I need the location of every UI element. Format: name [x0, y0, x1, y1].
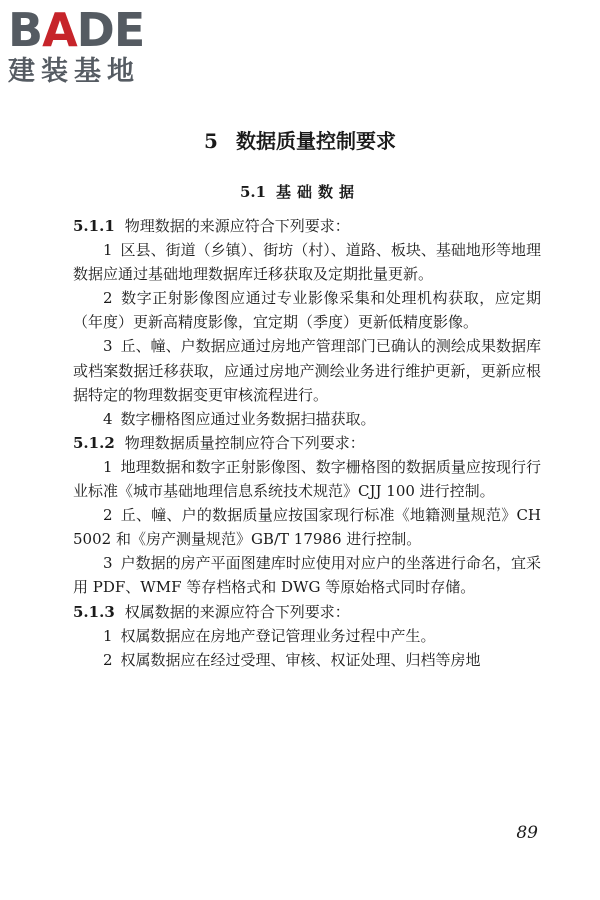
clause-number: 5.1.3 — [73, 602, 115, 621]
item-number: 3 — [103, 554, 113, 573]
list-item — [73, 238, 541, 286]
clause-5-1-2 — [73, 431, 541, 455]
chapter-title — [0, 128, 600, 154]
list-item — [73, 624, 541, 648]
logo-brand-accent: A — [42, 3, 77, 57]
item-number: 2 — [103, 289, 113, 308]
section-number: 5.1 — [239, 183, 267, 201]
clause-text: 权属数据的来源应符合下列要求： — [124, 602, 350, 621]
item-text: 权属数据应在经过受理、审核、权证处理、归档等房地 — [120, 650, 481, 669]
item-number: 2 — [103, 650, 113, 669]
logo-brand — [8, 3, 183, 57]
item-number: 4 — [103, 409, 113, 428]
chapter-title-text: 数据质量控制要求 — [235, 129, 396, 153]
clause-5-1-1 — [73, 214, 541, 238]
logo-brand-prefix: B — [8, 3, 43, 57]
list-item — [73, 648, 541, 672]
list-item — [73, 551, 541, 599]
clause-text: 物理数据的来源应符合下列要求： — [124, 217, 350, 235]
item-number: 3 — [103, 337, 113, 356]
chapter-number: 5 — [204, 129, 218, 153]
clause-5-1-3 — [73, 600, 541, 624]
section-title-text: 基础数据 — [276, 183, 361, 201]
item-text: 丘、幢、户的数据质量应按国家现行标准《地籍测量规范》CH 5002 和《房产测量规范》GB/T 17986 进行控制。 — [73, 506, 541, 549]
logo-subtitle: 建装基地 — [8, 56, 140, 87]
clause-text: 物理数据质量控制应符合下列要求： — [124, 433, 365, 452]
item-number: 1 — [103, 457, 113, 476]
section-title — [0, 182, 600, 202]
item-number: 1 — [103, 241, 113, 260]
list-item — [73, 503, 541, 551]
item-text: 数字正射影像图应通过专业影像采集和处理机构获取，应定期（年度）更新高精度影像，宜定期（季度）更新低精度影像。 — [73, 289, 541, 332]
document-body — [73, 214, 541, 672]
list-item — [73, 455, 541, 503]
item-number: 1 — [103, 626, 113, 645]
logo-brand-suffix: DE — [76, 3, 145, 57]
list-item — [73, 334, 541, 406]
item-text: 丘、幢、户数据应通过房地产管理部门已确认的测绘成果数据库或档案数据迁移获取，应通过房地产测绘业务进行维护更新，更新应根据特定的物理数据变更审核流程进行。 — [73, 337, 541, 404]
page-number: 89 — [516, 823, 538, 843]
item-number: 2 — [103, 506, 113, 525]
item-text: 地理数据和数字正射影像图、数字栅格图的数据质量应按现行行业标准《城市基础地理信息系统技术规范》CJJ 100 进行控制。 — [73, 457, 541, 501]
item-text: 区县、街道（乡镇）、街坊（村）、道路、板块、基础地形等地理数据应通过基础地理数据库迁移获取及定期批量更新。 — [73, 241, 541, 284]
item-text: 权属数据应在房地产登记管理业务过程中产生。 — [120, 626, 436, 645]
clause-number: 5.1.1 — [73, 217, 115, 235]
item-text: 数字栅格图应通过业务数据扫描获取。 — [120, 409, 376, 428]
clause-number: 5.1.2 — [73, 433, 115, 452]
item-text: 户数据的房产平面图建库时应使用对应户的坐落进行命名，宜采用 PDF、WMF 等存档格式和 DWG 等原始格式同时存储。 — [73, 554, 541, 597]
list-item — [73, 286, 541, 334]
list-item — [73, 407, 541, 431]
logo — [8, 3, 183, 92]
